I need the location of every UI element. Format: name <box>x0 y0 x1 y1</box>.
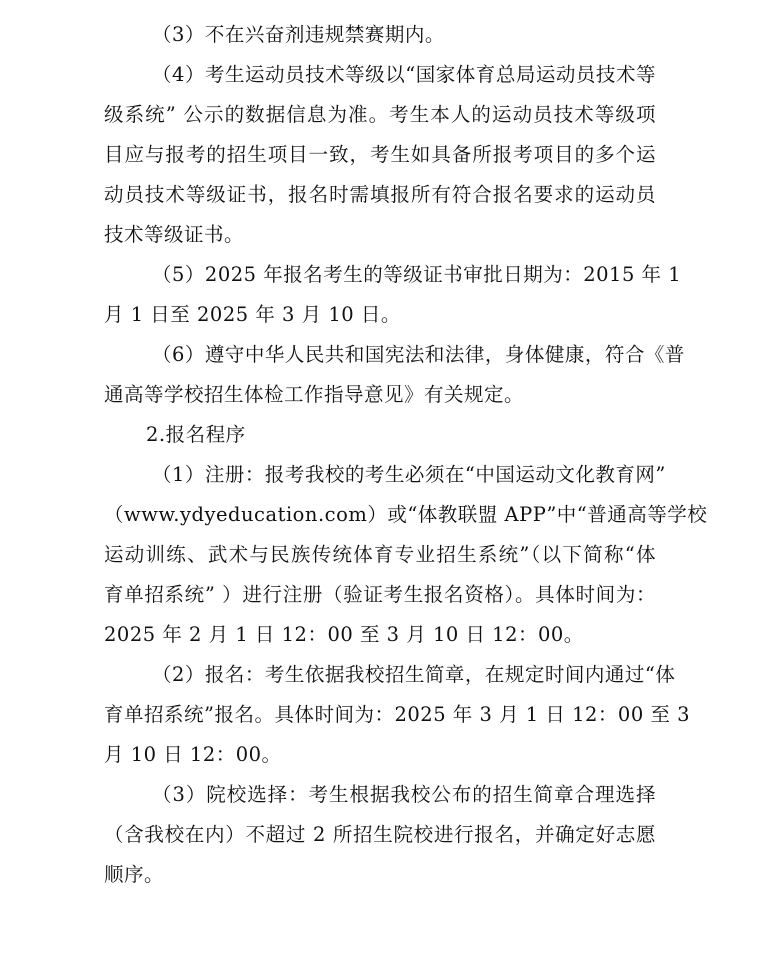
step-2-line-3: 月 10 日 12：00。 <box>104 743 282 766</box>
step-1-line-1: （1）注册：报考我校的考生必须在“中国运动文化教育网” <box>152 463 666 486</box>
item-4-line-2: 级系统” 公示的数据信息为准。考生本人的运动员技术等级项 <box>104 103 656 126</box>
item-5-line-2: 月 1 日至 2025 年 3 月 10 日。 <box>104 303 401 326</box>
step-3-line-2: （含我校在内）不超过 2 所招生院校进行报名，并确定好志愿 <box>104 823 656 846</box>
step-1-line-3: 运动训练、武术与民族传统体育专业招生系统”（以下简称“体 <box>104 543 656 566</box>
item-4-line-3: 目应与报考的招生项目一致，考生如具备所报考项目的多个运 <box>104 143 656 166</box>
item-4-line-4: 动员技术等级证书，报名时需填报所有符合报名要求的运动员 <box>104 183 656 206</box>
step-2-line-2: 育单招系统”报名。具体时间为：2025 年 3 月 1 日 12：00 至 3 <box>104 703 691 726</box>
section-heading: 2.报名程序 <box>146 423 246 446</box>
step-3-line-1: （3）院校选择：考生根据我校公布的招生简章合理选择 <box>152 783 656 806</box>
item-5-line-1: （5）2025 年报名考生的等级证书审批日期为：2015 年 1 <box>152 263 682 286</box>
item-3-line-1: （3）不在兴奋剂违规禁赛期内。 <box>152 23 445 46</box>
step-1-line-4: 育单招系统” ）进行注册（验证考生报名资格）。具体时间为： <box>104 583 656 606</box>
step-2-line-1: （2）报名：考生依据我校招生简章，在规定时间内通过“体 <box>152 663 676 686</box>
item-6-line-1: （6）遵守中华人民共和国宪法和法律，身体健康，符合《普 <box>152 343 685 366</box>
item-4-line-1: （4）考生运动员技术等级以“国家体育总局运动员技术等 <box>152 63 656 86</box>
step-1-line-2: （www.ydyeducation.com）或“体教联盟 APP”中“普通高等学校 <box>104 503 708 526</box>
item-4-line-5: 技术等级证书。 <box>104 223 245 246</box>
step-1-line-5: 2025 年 2 月 1 日 12：00 至 3 月 10 日 12：00。 <box>104 623 584 646</box>
item-6-line-2: 通高等学校招生体检工作指导意见》有关规定。 <box>104 383 525 406</box>
step-3-line-3: 顺序。 <box>104 863 165 886</box>
